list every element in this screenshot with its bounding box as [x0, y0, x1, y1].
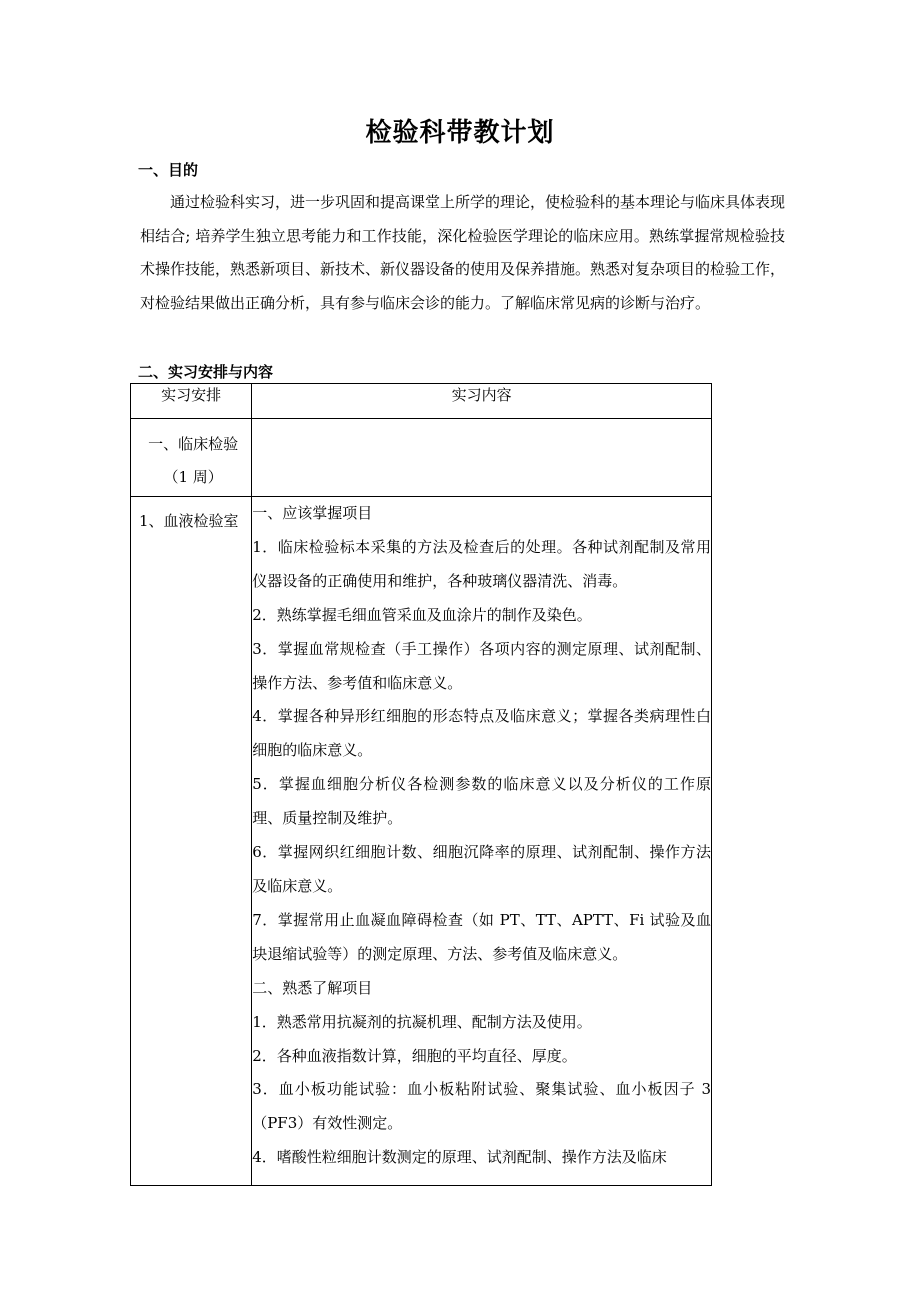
row-content-cell: [252, 497, 712, 1186]
content-line: 2．熟练掌握毛细血管采血及血涂片的制作及染色。: [252, 605, 592, 624]
section-heading-arrangement: 二、实习安排与内容: [138, 363, 274, 381]
content-line: 1．临床检验标本采集的方法及检查后的处理。各种试剂配制及常用仪器设备的正确使用和维护，各种玻璃仪器清洗、消毒。: [252, 537, 711, 590]
row-label-cell: 1、血液检验室: [131, 497, 252, 1186]
internship-plan-table: [130, 383, 712, 1186]
content-line: 3．掌握血常规检查（手工操作）各项内容的测定原理、试剂配制、操作方法、参考值和临床意义。: [252, 639, 711, 692]
header-content: 实习内容: [252, 384, 712, 419]
content-line: 一、应该掌握项目: [252, 504, 373, 522]
page-title: 检验科带教计划: [365, 118, 555, 148]
content-line: 4．嗜酸性粒细胞计数测定的原理、试剂配制、操作方法及临床: [252, 1148, 667, 1167]
content-line: 2．各种血液指数计算，细胞的平均直径、厚度。: [252, 1046, 577, 1065]
content-line: 5．掌握血细胞分析仪各检测参数的临床意义以及分析仪的工作原理、质量控制及维护。: [252, 775, 711, 828]
section-empty-cell: [252, 419, 712, 497]
table-row: [131, 497, 712, 1186]
section-heading-purpose: 一、目的: [138, 161, 199, 179]
content-line: 3．血小板功能试验：血小板粘附试验、聚集试验、血小板因子 3（PF3）有效性测定。: [252, 1080, 711, 1133]
section-label-cell: [131, 419, 252, 497]
content-line: 6．掌握网织红细胞计数、细胞沉降率的原理、试剂配制、操作方法及临床意义。: [252, 843, 711, 895]
table-section-row: [131, 419, 712, 497]
header-arrangement: 实习安排: [131, 384, 252, 419]
table-header-row: [131, 384, 712, 419]
purpose-paragraph: 通过检验科实习，进一步巩固和提高课堂上所学的理论，使检验科的基本理论与临床具体表现相结合; 培养学生独立思考能力和工作技能，深化检验医学理论的临床应用。熟练掌握常规检验技术操作技能，熟悉新项目、新技术、新仪器设备的使用及保养措施。熟悉对复杂项目的检验工作，对检验结果做出正确分析，具有参与临床会诊的能力。了解临床常见病的诊断与治疗。: [140, 193, 786, 312]
content-line: 二、熟悉了解项目: [252, 978, 373, 997]
section-label-line1: 一、临床检验: [148, 435, 239, 453]
content-line: 1．熟悉常用抗凝剂的抗凝机理、配制方法及使用。: [252, 1012, 592, 1031]
content-line: 4．掌握各种异形红细胞的形态特点及临床意义；掌握各类病理性白细胞的临床意义。: [252, 707, 711, 760]
content-line: 7．掌握常用止血凝血障碍检查（如 PT、TT、APTT、Fi 试验及血块退缩试验等）的测定原理、方法、参考值及临床意义。: [252, 910, 711, 963]
section-label-line2: （1 周）: [163, 468, 223, 486]
